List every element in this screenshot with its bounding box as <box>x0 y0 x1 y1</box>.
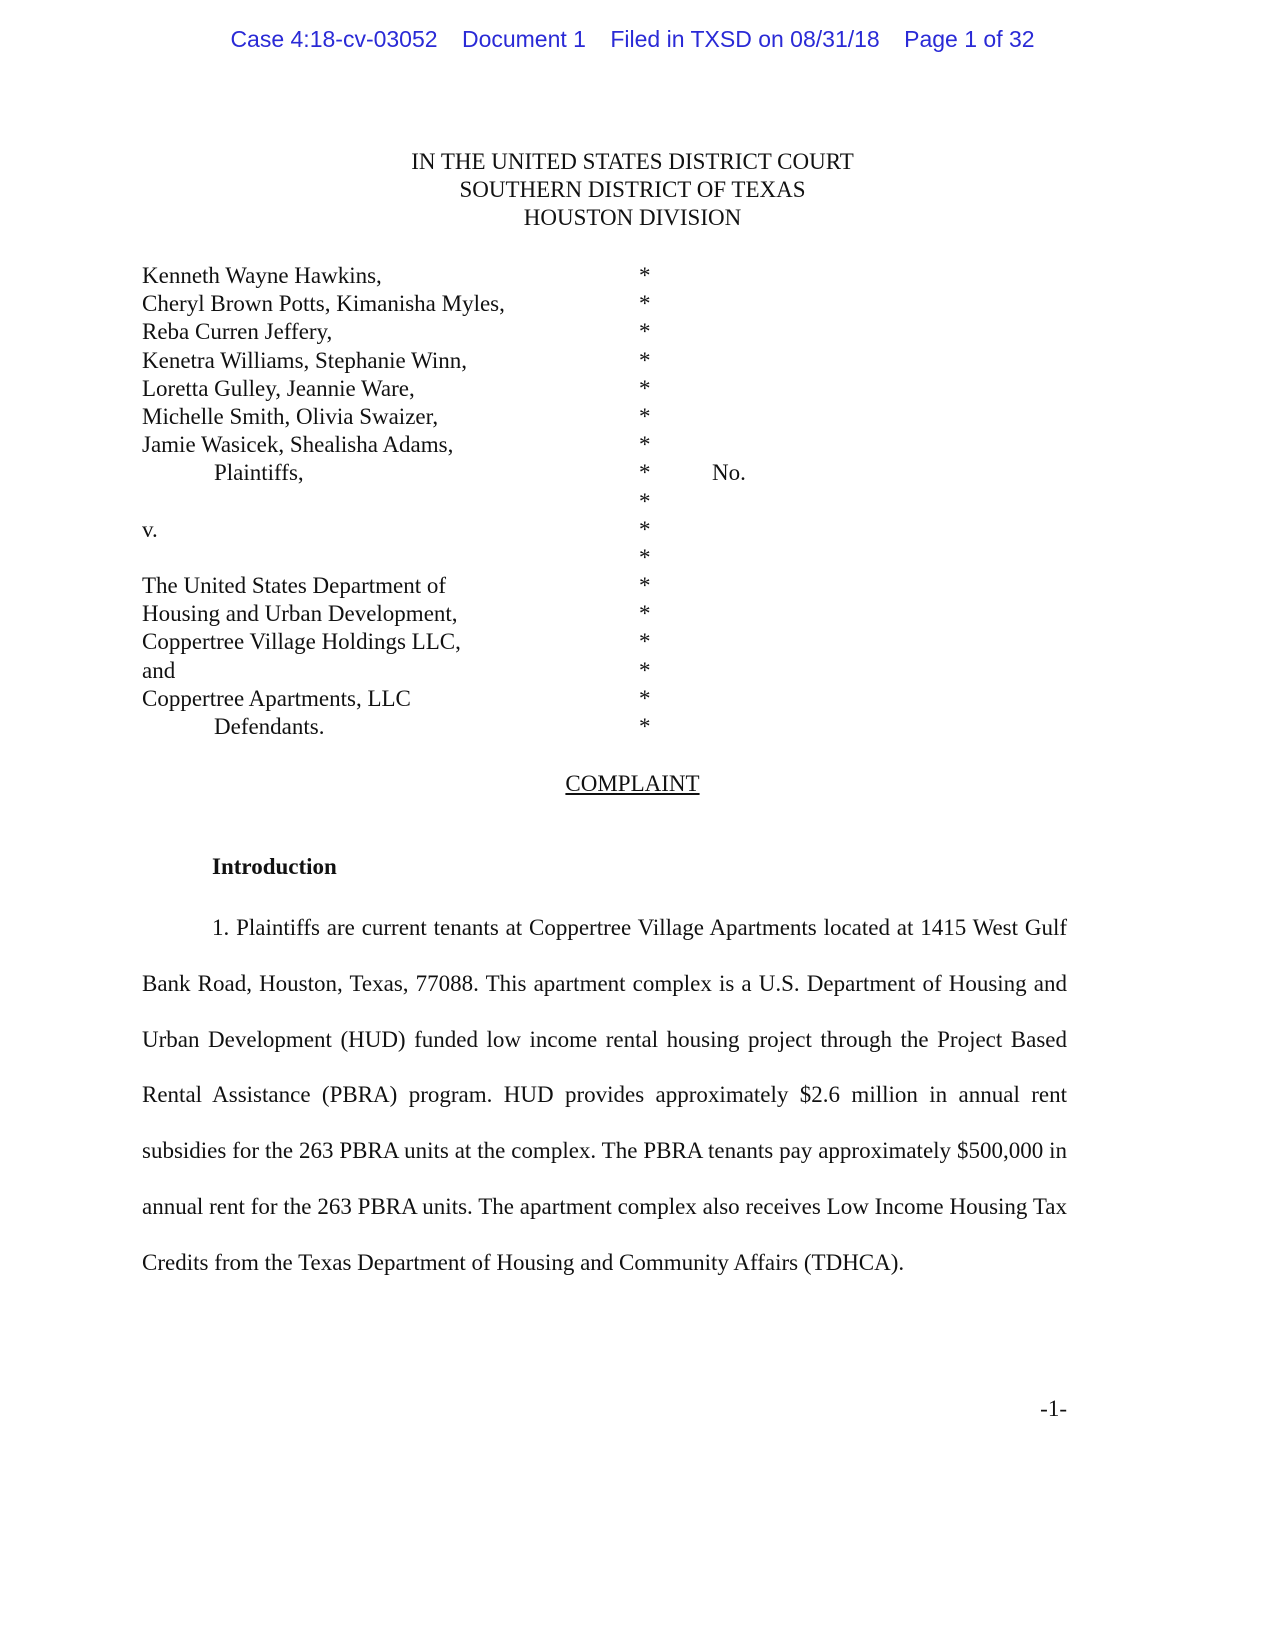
caption-star: * <box>639 629 651 655</box>
caption-star: * <box>639 263 651 288</box>
page-count: Page 1 of 32 <box>904 26 1035 52</box>
caption-star: * <box>639 544 651 570</box>
court-heading <box>0 148 1265 232</box>
party-name: Coppertree Village Holdings LLC, <box>142 629 461 655</box>
party-name: Housing and Urban Development, <box>142 601 458 627</box>
court-division: HOUSTON DIVISION <box>523 205 742 230</box>
caption-star: * <box>639 347 651 373</box>
caption-star: * <box>639 573 651 599</box>
section-heading: Introduction <box>212 854 337 879</box>
caption-star: * <box>639 601 651 627</box>
document-number: Document 1 <box>461 26 586 52</box>
filing-stamp <box>0 26 1265 53</box>
caption-star: * <box>639 319 651 345</box>
party-name: Jamie Wasicek, Shealisha Adams, <box>142 432 454 458</box>
party-name: and <box>142 657 176 683</box>
party-name: Coppertree Apartments, LLC <box>142 685 411 711</box>
caption-star: * <box>639 291 651 317</box>
party-name: Cheryl Brown Potts, Kimanisha Myles, <box>142 291 505 317</box>
document-title <box>0 771 1265 797</box>
party-name: The United States Department of <box>142 573 447 599</box>
plaintiffs-label: Plaintiffs, <box>214 460 304 486</box>
paragraph-1: 1. Plaintiffs are current tenants at Coppertree Village Apartments located at 1415 West Gulf Bank Road, Houston, Texas, 77088. This apartment complex is a U.S. Department of Housing and Urban Development (HUD) funded low income rental housing project through the Project Based Rental Assistance (PBRA) program. HUD provides approximately $2.6 million in annual rent subsidies for the 263 PBRA units at the complex. The PBRA tenants pay approximately $500,000 in annual rent for the 263 PBRA units. The apartment complex also receives Low Income Housing Tax Credits from the Texas Department of Housing and Community Affairs (TDHCA). <box>142 915 1067 1275</box>
complaint-title: COMPLAINT <box>565 771 700 796</box>
court-name: IN THE UNITED STATES DISTRICT COURT <box>411 149 854 174</box>
defendants-label: Defendants. <box>214 714 325 739</box>
caption-star: * <box>639 516 651 542</box>
party-name: Kenneth Wayne Hawkins, <box>142 263 382 288</box>
case-no-label: No. <box>712 460 746 486</box>
versus-label: v. <box>142 516 158 542</box>
caption-star: * <box>639 488 651 514</box>
caption-star: * <box>639 375 651 401</box>
caption-star: * <box>639 714 651 739</box>
party-name: Kenetra Williams, Stephanie Winn, <box>142 347 467 373</box>
caption-star: * <box>639 403 651 429</box>
caption-star: * <box>639 432 651 458</box>
caption-star: * <box>639 657 651 683</box>
court-district: SOUTHERN DISTRICT OF TEXAS <box>459 177 806 202</box>
party-name: Reba Curren Jeffery, <box>142 319 333 345</box>
page-number: -1- <box>1040 1396 1067 1421</box>
filed-date: Filed in TXSD on 08/31/18 <box>610 26 880 52</box>
party-name: Michelle Smith, Olivia Swaizer, <box>142 403 439 429</box>
party-name: Loretta Gulley, Jeannie Ware, <box>142 375 415 401</box>
caption-star: * <box>639 460 651 486</box>
caption-star: * <box>639 685 651 711</box>
case-number: Case 4:18-cv-03052 <box>230 26 438 52</box>
